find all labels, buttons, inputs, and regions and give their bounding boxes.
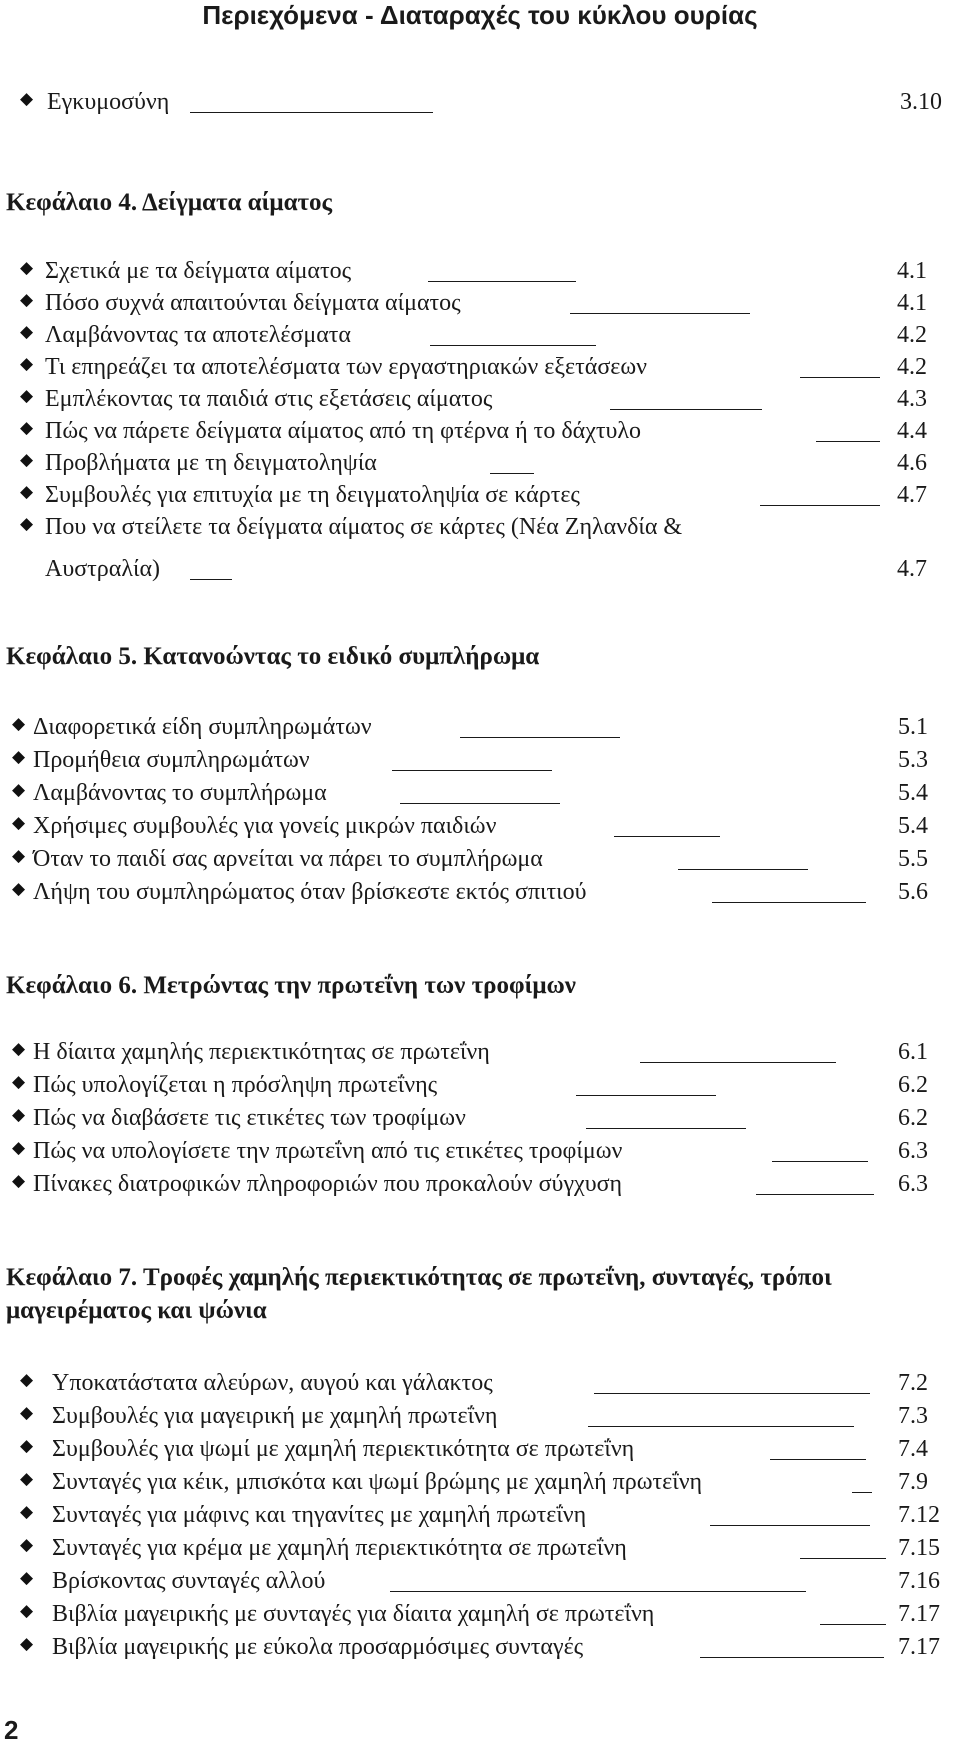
toc-entry-page: 7.2 [898,1370,928,1396]
toc-entry-page: 3.10 [900,89,942,115]
leader-line [800,1558,886,1559]
toc-entry[interactable] [0,86,960,118]
toc-entry-page: 7.3 [898,1403,928,1429]
toc-entry-text: Συμβουλές για ψωμί με χαμηλή περιεκτικότητα σε πρωτεΐνη [52,1436,635,1462]
toc-entry-text: Βιβλία μαγειρικής με συνταγές για δίαιτα χαμηλή σε πρωτεΐνη [52,1601,655,1627]
toc-entry[interactable] [0,744,960,776]
leader-line [576,1095,716,1096]
leader-line [772,1161,868,1162]
bullet-icon: ◆ [12,714,26,733]
leader-line [594,1393,870,1394]
toc-entry-text: Συμβουλές για επιτυχία με τη δειγματοληψία σε κάρτες [45,482,580,508]
bullet-icon: ◆ [20,354,34,373]
toc-entry-text: Προβλήματα με τη δειγματοληψία [45,450,377,476]
toc-entry-page: 5.4 [898,780,928,806]
toc-entry[interactable] [0,511,960,543]
bullet-icon: ◆ [20,322,34,341]
bullet-icon: ◆ [12,780,26,799]
toc-entry-text: Εγκυμοσύνη [47,89,170,115]
toc-entry-page: 7.16 [898,1568,940,1594]
toc-entry[interactable] [0,319,960,351]
leader-line [390,1591,806,1592]
toc-entry-page: 7.15 [898,1535,940,1561]
bullet-icon: ◆ [12,1138,26,1157]
toc-entry-page: 4.1 [897,290,927,316]
chapter-heading: Κεφάλαιο 4. Δείγματα αίματος [6,189,333,216]
bullet-icon: ◆ [20,514,34,533]
bullet-icon: ◆ [20,386,34,405]
toc-entry-page: 5.1 [898,714,928,740]
leader-line [428,281,576,282]
toc-entry[interactable] [0,553,960,585]
toc-entry-text: Σχετικά με τα δείγματα αίματος [45,258,352,284]
toc-entry-page: 4.7 [897,556,927,582]
toc-entry[interactable] [0,383,960,415]
toc-entry-text: Λαμβάνοντας το συμπλήρωμα [33,780,327,806]
toc-entry-page: 6.2 [898,1072,928,1098]
bullet-icon: ◆ [12,1171,26,1190]
bullet-icon: ◆ [20,1469,34,1488]
leader-line [190,579,232,580]
toc-entry[interactable] [0,1069,960,1101]
toc-entry-text: Βιβλία μαγειρικής με εύκολα προσαρμόσιμες συνταγές [52,1634,584,1660]
leader-line [614,836,720,837]
toc-entry-page: 4.2 [897,322,927,348]
page-number: 2 [4,1715,19,1745]
toc-entry[interactable] [0,1168,960,1200]
toc-entry[interactable] [0,1367,960,1399]
chapter-heading: Κεφάλαιο 7. Τροφές χαμηλής περιεκτικότητας σε πρωτεΐνη, συνταγές, τρόποι μαγειρέματος και ψώνια [6,1264,832,1324]
toc-entry-page: 7.9 [898,1469,928,1495]
toc-entry-text: Συνταγές για κέικ, μπισκότα και ψωμί βρώμης με χαμηλή πρωτεΐνη [52,1469,703,1495]
bullet-icon: ◆ [20,1568,34,1587]
toc-entry[interactable] [0,711,960,743]
chapter-heading: Κεφάλαιο 6. Μετρώντας την πρωτεΐνη των τροφίμων [6,972,576,999]
toc-entry-text: Λήψη του συμπληρώματος όταν βρίσκεστε εκτός σπιτιού [33,879,587,905]
toc-entry[interactable] [0,843,960,875]
bullet-icon: ◆ [20,482,34,501]
bullet-icon: ◆ [20,1634,34,1653]
toc-entry-text: Πίνακες διατροφικών πληροφοριών που προκαλούν σύγχυση [33,1171,623,1197]
bullet-icon: ◆ [12,1105,26,1124]
leader-line [610,409,762,410]
toc-entry-page: 7.4 [898,1436,928,1462]
bullet-icon: ◆ [20,1502,34,1521]
toc-entry-page: 7.17 [898,1634,940,1660]
toc-entry-text: Διαφορετικά είδη συμπληρωμάτων [33,714,372,740]
toc-entry-page: 5.5 [898,846,928,872]
toc-entry-page: 7.12 [898,1502,940,1528]
bullet-icon: ◆ [12,879,26,898]
toc-entry-page: 4.4 [897,418,927,444]
leader-line [640,1062,836,1063]
toc-entry[interactable] [0,479,960,511]
toc-entry-text: Αυστραλία) [45,556,161,582]
leader-line [712,902,866,903]
toc-entry-text: Πώς να υπολογίσετε την πρωτεΐνη από τις ετικέτες τροφίμων [33,1138,623,1164]
toc-entry[interactable] [0,415,960,447]
toc-entry[interactable] [0,1400,960,1432]
toc-entry[interactable] [0,1102,960,1134]
leader-line [820,1624,886,1625]
toc-entry-text: Τι επηρεάζει τα αποτελέσματα των εργαστηριακών εξετάσεων [45,354,648,380]
toc-entry-page: 6.2 [898,1105,928,1131]
toc-entry-page: 6.3 [898,1171,928,1197]
bullet-icon: ◆ [20,1436,34,1455]
leader-line [490,473,534,474]
toc-entry[interactable] [0,1036,960,1068]
toc-entry-text: Συνταγές για μάφινς και τηγανίτες με χαμηλή πρωτεΐνη [52,1502,587,1528]
toc-entry[interactable] [0,1631,960,1663]
leader-line [816,441,880,442]
bullet-icon: ◆ [20,1601,34,1620]
toc-entry-text: Συμβουλές για μαγειρική με χαμηλή πρωτεΐνη [52,1403,498,1429]
toc-entry-text: Πώς να πάρετε δείγματα αίματος από τη φτέρνα ή το δάχτυλο [45,418,642,444]
toc-entry-text: Προμήθεια συμπληρωμάτων [33,747,310,773]
toc-entry-text: Η δίαιτα χαμηλής περιεκτικότητας σε πρωτεΐνη [33,1039,490,1065]
toc-entry-page: 4.6 [897,450,927,476]
toc-entry-text: Χρήσιμες συμβουλές για γονείς μικρών παιδιών [33,813,497,839]
toc-entry-text: Πώς υπολογίζεται η πρόσληψη πρωτεΐνης [33,1072,438,1098]
toc-entry-text: Όταν το παιδί σας αρνείται να πάρει το συμπλήρωμα [33,846,543,872]
toc-entry-page: 5.4 [898,813,928,839]
toc-entry[interactable] [0,1565,960,1597]
toc-entry[interactable] [0,287,960,319]
toc-entry-text: Λαμβάνοντας τα αποτελέσματα [45,322,351,348]
toc-entry[interactable] [0,1499,960,1531]
toc-entry-text: Συνταγές για κρέμα με χαμηλή περιεκτικότητα σε πρωτεΐνη [52,1535,627,1561]
leader-line [756,1194,874,1195]
leader-line [430,345,596,346]
toc-entry[interactable] [0,255,960,287]
leader-line [700,1657,884,1658]
toc-entry[interactable] [0,1433,960,1465]
bullet-icon: ◆ [12,1072,26,1091]
bullet-icon: ◆ [20,1403,34,1422]
bullet-icon: ◆ [12,747,26,766]
toc-entry-page: 4.3 [897,386,927,412]
bullet-icon: ◆ [20,1370,34,1389]
toc-entry-text: Βρίσκοντας συνταγές αλλού [52,1568,326,1594]
toc-entry[interactable] [0,777,960,809]
toc-entry-page: 4.7 [897,482,927,508]
toc-entry[interactable] [0,1598,960,1630]
leader-line [678,869,808,870]
leader-line [770,1459,866,1460]
toc-entry-page: 6.3 [898,1138,928,1164]
toc-entry[interactable] [0,447,960,479]
leader-line [570,313,750,314]
bullet-icon: ◆ [20,1535,34,1554]
page-title: Περιεχόμενα - Διαταραχές του κύκλου ουρίας [202,0,758,30]
bullet-icon: ◆ [20,89,34,108]
toc-entry-text: Που να στείλετε τα δείγματα αίματος σε κάρτες (Νέα Ζηλανδία & [45,514,683,540]
toc-entry-text: Εμπλέκοντας τα παιδιά στις εξετάσεις αίματος [45,386,493,412]
toc-entry-page: 5.3 [898,747,928,773]
bullet-icon: ◆ [12,1039,26,1058]
toc-entry-page: 7.17 [898,1601,940,1627]
toc-entry-page: 5.6 [898,879,928,905]
leader-line [760,505,880,506]
leader-line [460,737,620,738]
toc-entry[interactable] [0,1466,960,1498]
bullet-icon: ◆ [20,450,34,469]
leader-line [392,770,552,771]
toc-entry[interactable] [0,876,960,908]
bullet-icon: ◆ [12,846,26,865]
toc-entry-text: Υποκατάστατα αλεύρων, αυγού και γάλακτος [52,1370,493,1396]
bullet-icon: ◆ [20,418,34,437]
toc-entry-text: Πόσο συχνά απαιτούνται δείγματα αίματος [45,290,461,316]
leader-line [710,1525,870,1526]
leader-line [586,1128,746,1129]
leader-line [852,1492,872,1493]
bullet-icon: ◆ [20,290,34,309]
bullet-icon: ◆ [20,258,34,277]
toc-entry-page: 6.1 [898,1039,928,1065]
toc-entry-page: 4.2 [897,354,927,380]
toc-entry[interactable] [0,351,960,383]
chapter-heading: Κεφάλαιο 5. Κατανοώντας το ειδικό συμπλήρωμα [6,643,540,670]
bullet-icon: ◆ [12,813,26,832]
toc-entry[interactable] [0,1532,960,1564]
leader-line [800,377,880,378]
leader-line [588,1426,854,1427]
toc-entry[interactable] [0,1135,960,1167]
leader-line [400,803,560,804]
leader-line [190,112,433,113]
toc-entry-page: 4.1 [897,258,927,284]
toc-entry[interactable] [0,810,960,842]
toc-entry-text: Πώς να διαβάσετε τις ετικέτες των τροφίμων [33,1105,466,1131]
